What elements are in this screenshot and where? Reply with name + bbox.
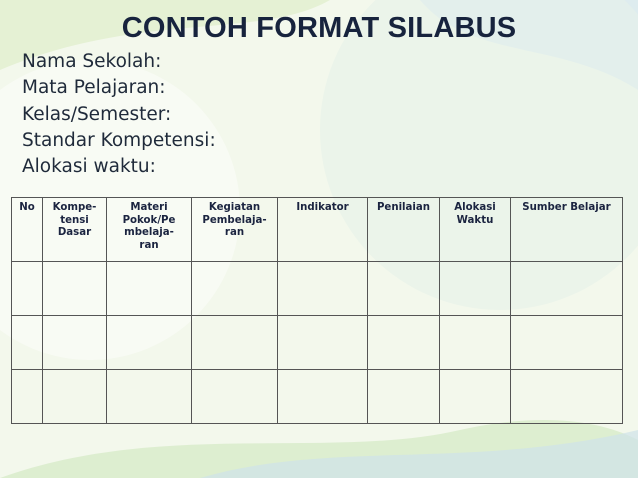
table-cell [440,370,511,424]
table-cell [107,370,192,424]
header-indikator: Indikator [278,198,368,262]
table-cell [440,262,511,316]
header-kompetensi-dasar: Kompe- tensi Dasar [43,198,107,262]
table-cell [192,316,278,370]
header-sumber-belajar: Sumber Belajar [511,198,623,262]
table-cell [12,370,43,424]
table-cell [43,316,107,370]
header-no: No [12,198,43,262]
table-row [12,262,623,316]
table-cell [12,262,43,316]
table-cell [511,262,623,316]
info-nama-sekolah: Nama Sekolah: [22,51,162,72]
header-penilaian: Penilaian [368,198,440,262]
table-cell [278,370,368,424]
table-cell [368,370,440,424]
table-cell [43,370,107,424]
info-alokasi-waktu: Alokasi waktu: [22,156,156,178]
table-cell [511,316,623,370]
table-cell [107,316,192,370]
table-row [12,370,623,424]
table-cell [511,370,623,424]
info-list [22,49,216,180]
table-cell [192,370,278,424]
table-cell [368,262,440,316]
table-cell [278,316,368,370]
silabus-table [11,197,623,424]
info-standar-kompetensi: Standar Kompetensi: [22,129,216,151]
table-cell [192,262,278,316]
table-cell [107,262,192,316]
table-row [12,316,623,370]
table-cell [43,262,107,316]
table-header-row [12,198,623,262]
table-cell [12,316,43,370]
header-materi-pokok: Materi Pokok/Pe mbelaja- ran [107,198,192,262]
header-alokasi-waktu: Alokasi Waktu [440,198,511,262]
header-kegiatan-pembelajaran: Kegiatan Pembelaja- ran [192,198,278,262]
slide-title: CONTOH FORMAT SILABUS [121,12,517,44]
info-kelas-semester: Kelas/Semester: [22,103,172,125]
table-cell [368,316,440,370]
info-mata-pelajaran: Mata Pelajaran: [22,77,166,99]
table-cell [278,262,368,316]
table-cell [440,316,511,370]
